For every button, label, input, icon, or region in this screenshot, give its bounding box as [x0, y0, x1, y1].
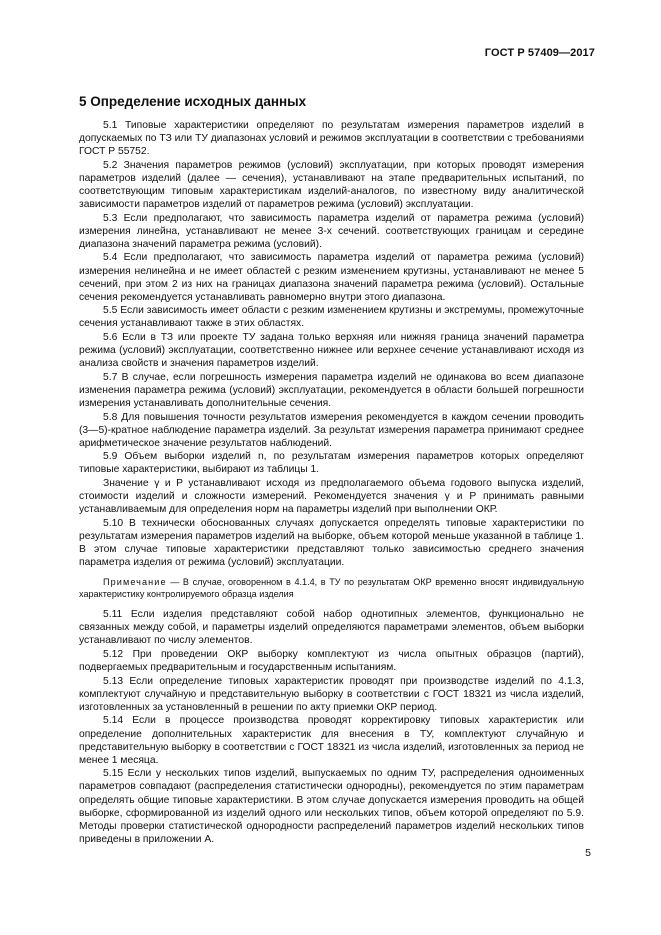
- standard-code: ГОСТ Р 57409—2017: [484, 47, 595, 59]
- paragraph-5-9: 5.9 Объем выборки изделий n, по результатам измерения параметров которых определяют типовые характеристики, выбирают из таблицы 1.: [79, 451, 584, 476]
- paragraph-5-3: 5.3 Если предполагают, что зависимость параметра изделий от параметра режима (условий) измерения линейна, устанавливают не менее 3-х сечений. соответствующих границам и середине диапазона значений параметра режима (условий).: [79, 212, 584, 250]
- page-number: 5: [585, 847, 591, 859]
- paragraph-5-5: 5.5 Если зависимость имеет области с резким изменением крутизны и экстремумы, промежуточные сечения устанавливают также в этих областях.: [79, 305, 584, 330]
- paragraph-5-15: 5.15 Если у нескольких типов изделий, выпускаемых по одним ТУ, распределения одноименных параметров совпадают (распределения статистически однородны), рекомендуется по этим параметрам определять общие типовые характеристики. В этом случае допускается измерения проводить на общей выборке, сформированной из изделий одного или нескольких типов, объем которой определяют по 5.9. Методы проверки статистической однородности распределений параметров изделий нескольких типов приведены в приложении А.: [79, 768, 584, 845]
- paragraph-5-9-values: Значение γ и P устанавливают исходя из предполагаемого объема годового выпуска изделий, стоимости изделий и сложности измерений. Рекомендуется значения γ и P принимать равными устанавливаемым для определения норм на параметры изделий при выполнении ОКР.: [79, 478, 584, 516]
- paragraph-5-14: 5.14 Если в процессе производства проводят корректировку типовых характеристик или определение дополнительных характеристик для внесения в ТУ, комплектуют случайную и представительную выборку в соответствии с ГОСТ 18321 из числа изделий, изготовленных за период не менее 1 месяца.: [79, 715, 584, 766]
- paragraph-5-12: 5.12 При проведении ОКР выборку комплектуют из числа опытных образцов (партий), подвергаемых предварительным и государственным испытаниям.: [79, 648, 584, 674]
- paragraph-5-2: 5.2 Значения параметров режимов (условий) эксплуатации, при которых проводят измерения параметров изделий (далее — сечения), устанавливают на этапе предварительных испытаний, по соответствующим типовым характеристикам изделий-аналогов, по известному виду аналитической зависимости параметров изделий от параметров режима (условий) эксплуатации.: [79, 159, 584, 211]
- paragraph-5-11: 5.11 Если изделия представляют собой набор однотипных элементов, функционально не связанных между собой, и параметры изделий определяются параметрами элементов, объем выборки устанавливают по числу элементов.: [79, 609, 584, 647]
- paragraph-5-4: 5.4 Если предполагают, что зависимость параметра изделий от параметра режима (условий) измерения нелинейна и не имеет областей с резким изменением крутизны, устанавливают не менее 5 сечений, при этом 2 из них на границах диапазона значений параметра режима (условий). Остальные сечения рекомендуется устанавливать равномерно внутри этого диапазона.: [79, 252, 584, 303]
- paragraph-5-10: 5.10 В технически обоснованных случаях допускается определять типовые характеристики по результатам измерения параметров изделий на выборке, объем которой меньше указанной в таблице 1. В этом случае типовые характеристики представляют только зависимостью среднего значения параметра изделия от режима (условий) эксплуатации.: [79, 517, 584, 569]
- paragraph-5-6: 5.6 Если в ТЗ или проекте ТУ задана только верхняя или нижняя граница значений параметра режима (условий) эксплуатации, соответственно нижнее или верхнее сечение устанавливают исходя из анализа свойств и значения параметров изделий.: [79, 332, 584, 370]
- section-title: 5 Определение исходных данных: [79, 94, 307, 109]
- paragraph-5-7: 5.7 В случае, если погрешность измерения параметра изделий не одинакова во всем диапазоне изменения параметра режима (условий) эксплуатации, рекомендуется в области большей погрешности измерения устанавливать дополнительные сечения.: [79, 371, 584, 409]
- note-label: Примечание: [103, 577, 167, 588]
- paragraph-5-13: 5.13 Если определение типовых характеристик проводят при производстве изделий по 4.1.3, комплектуют случайную и представительную выборку в соответствии с ГОСТ 18321 из числа изделий, изготовленных за установленный в решении по акту приемки ОКР период.: [79, 675, 584, 713]
- body-text: [79, 119, 584, 846]
- note: [79, 576, 584, 600]
- paragraph-5-1: 5.1 Типовые характеристики определяют по результатам измерения параметров изделий в допускаемых по ТЗ или ТУ диапазонах условий и режимов эксплуатации в соответствии с требованиями ГОСТ Р 55752.: [79, 120, 584, 158]
- note-text: — В случае, оговоренном в 4.1.4, в ТУ по результатам ОКР временно вносят индивидуальную характеристику контролируемого образца изделия: [79, 577, 584, 600]
- paragraph-5-8: 5.8 Для повышения точности результатов измерения рекомендуется в каждом сечении проводить (3—5)-кратное наблюдение параметра изделий. За результат измерения параметра принимают среднее арифметическое значение результатов наблюдений.: [79, 411, 584, 449]
